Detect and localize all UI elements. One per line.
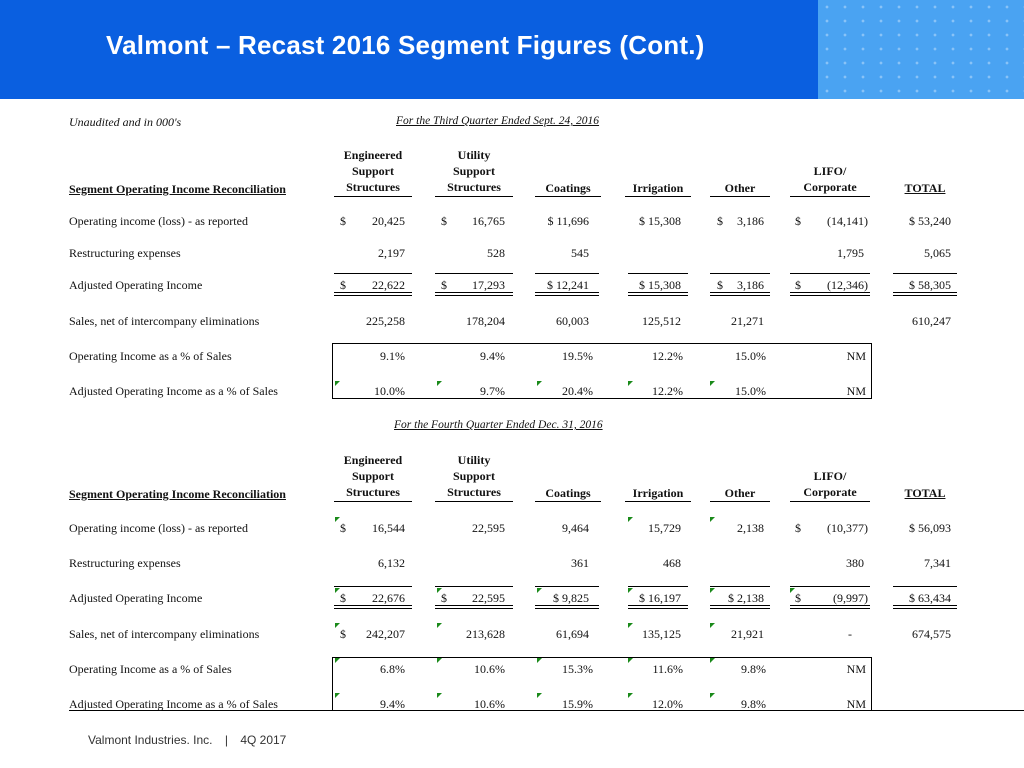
cell: NM [846,662,866,676]
cell: $ 12,241 [547,278,589,292]
cell: 15.9% [562,697,593,711]
cell: 20.4% [562,384,593,398]
row-label: Restructuring expenses [69,556,181,570]
cell: 9.7% [480,384,505,398]
row-label: Operating Income as a % of Sales [69,662,232,676]
cell: 10.6% [474,697,505,711]
cell: 61,694 [556,627,589,641]
cell: $ [795,591,801,605]
cell: 361 [571,556,589,570]
cell: 9,464 [562,521,589,535]
cell: $ [441,591,447,605]
cell: 12.0% [652,697,683,711]
cell: 9.8% [741,697,766,711]
cell: 16,544 [372,521,405,535]
unaudited-note: Unaudited and in 000's [69,115,182,129]
cell: 225,258 [366,314,405,328]
row-label: Operating income (loss) - as reported [69,521,248,535]
cell: $ 56,093 [909,521,951,535]
cell: $ 11,696 [547,214,589,228]
cell: NM [846,349,866,363]
cell: (10,377) [827,521,868,535]
cell: 17,293 [472,278,505,292]
q3-percent-box [332,343,872,399]
cell: 528 [487,246,505,260]
cell: 15.0% [735,384,766,398]
title-banner [0,0,1024,99]
cell: 9.1% [380,349,405,363]
cell: 10.6% [474,662,505,676]
cell: 3,186 [737,214,764,228]
q3-header-lifo: LIFO/ Corporate [803,164,857,194]
cell: 22,676 [372,591,405,605]
row-label: Sales, net of intercompany eliminations [69,627,260,641]
cell: 12.2% [652,384,683,398]
cell: $ [340,521,346,535]
cell: $ 15,308 [639,278,681,292]
q4-header-irrigation: Irrigation [632,486,684,500]
q4-header-engineered: Engineered Support Structures [343,453,403,499]
footer-separator: | [224,733,228,747]
q4-period-title: For the Fourth Quarter Ended Dec. 31, 2016 [394,419,603,431]
cell: $ [717,214,723,228]
cell: $ 9,825 [553,591,589,605]
q4-percent-box [332,657,872,711]
q3-header-coatings: Coatings [545,181,591,195]
q4-header-total: TOTAL [904,486,946,500]
footer-company: Valmont Industries. Inc. [88,733,213,747]
cell: $ [795,214,801,228]
q3-header-irrigation: Irrigation [632,181,684,195]
cell: 22,595 [472,591,505,605]
cell: 135,125 [642,627,681,641]
cell: 610,247 [912,314,951,328]
cell: 12.2% [652,349,683,363]
cell: NM [846,384,866,398]
row-label: Adjusted Operating Income [69,591,203,605]
cell: 242,207 [366,627,405,641]
q3-period-title: For the Third Quarter Ended Sept. 24, 2016 [396,115,600,127]
cell: 5,065 [924,246,951,260]
footer-period: 4Q 2017 [240,733,287,747]
row-label: Sales, net of intercompany eliminations [69,314,260,328]
cell: 10.0% [374,384,405,398]
cell: 9.4% [480,349,505,363]
cell: 15,729 [648,521,681,535]
q3-header-total: TOTAL [904,181,946,195]
cell: $ 53,240 [909,214,951,228]
cell: 178,204 [466,314,505,328]
q3-header-engineered: Engineered Support Structures [343,148,403,194]
cell: 2,138 [737,521,764,535]
q4-section-title: Segment Operating Income Reconciliation [69,487,286,501]
cell: $ [340,278,346,292]
q4-header-other: Other [724,486,756,500]
cell: 19.5% [562,349,593,363]
cell: $ 15,308 [639,214,681,228]
cell: 9.8% [741,662,766,676]
row-label: Adjusted Operating Income [69,278,203,292]
q3-header-other: Other [724,181,756,195]
cell: 1,795 [837,246,864,260]
row-label: Operating Income as a % of Sales [69,349,232,363]
cell: 21,921 [731,627,764,641]
cell: (9,997) [833,591,868,605]
q3-section-title: Segment Operating Income Reconciliation [69,182,286,196]
cell: 2,197 [378,246,405,260]
cell: 3,186 [737,278,764,292]
cell: 545 [571,246,589,260]
q4-header-lifo: LIFO/ Corporate [803,469,857,499]
cell: 213,628 [466,627,505,641]
q4-header-utility: Utility Support Structures [447,453,501,499]
cell: 15.3% [562,662,593,676]
row-label: Operating income (loss) - as reported [69,214,248,228]
cell: 468 [663,556,681,570]
cell: 6.8% [380,662,405,676]
cell: $ 58,305 [909,278,951,292]
row-label: Adjusted Operating Income as a % of Sales [69,697,278,711]
cell: 22,595 [472,521,505,535]
cell: $ [441,214,447,228]
cell: 16,765 [472,214,505,228]
cell: 15.0% [735,349,766,363]
cell: NM [846,697,866,711]
q4-header-coatings: Coatings [545,486,591,500]
cell: - [848,627,852,641]
cell: $ [795,521,801,535]
cell: 380 [846,556,864,570]
q3-header-utility: Utility Support Structures [447,148,501,194]
cell: 6,132 [378,556,405,570]
row-label: Adjusted Operating Income as a % of Sales [69,384,278,398]
cell: 20,425 [372,214,405,228]
cell: 7,341 [924,556,951,570]
cell: $ 16,197 [639,591,681,605]
cell: 9.4% [380,697,405,711]
cell: $ [717,278,723,292]
decorative-dot-pattern [818,0,1024,99]
cell: 21,271 [731,314,764,328]
cell: $ 63,434 [909,591,951,605]
cell: 11.6% [652,662,683,676]
cell: $ [795,278,801,292]
row-label: Restructuring expenses [69,246,181,260]
cell: $ [340,627,346,641]
cell: 674,575 [912,627,951,641]
cell: $ [441,278,447,292]
cell: (12,346) [827,278,868,292]
cell: (14,141) [827,214,868,228]
footer [88,733,286,747]
cell: $ [340,214,346,228]
cell: 125,512 [642,314,681,328]
cell: $ 2,138 [728,591,764,605]
cell: 60,003 [556,314,589,328]
cell: $ [340,591,346,605]
page-title: Valmont – Recast 2016 Segment Figures (Cont.) [106,30,705,60]
cell: 22,622 [372,278,405,292]
